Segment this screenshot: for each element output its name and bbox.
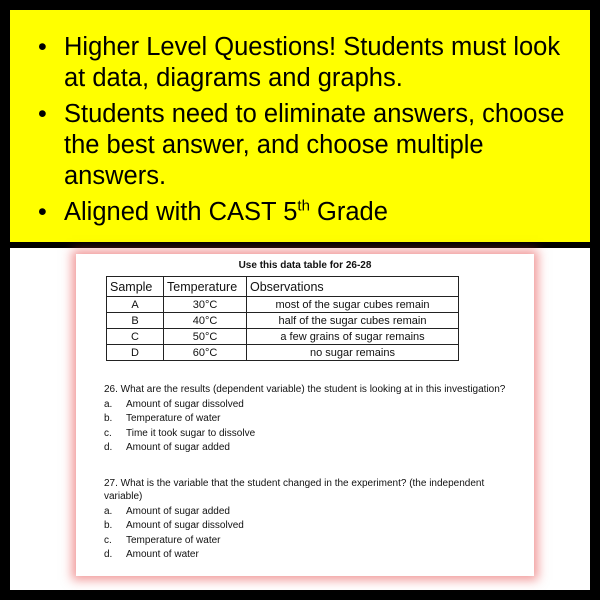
bullet-text-superscript: th [297, 197, 310, 215]
temperature-cell: 30°C [164, 297, 247, 313]
answer-option [104, 505, 514, 518]
answer-option [104, 427, 514, 440]
answer-option [104, 412, 514, 425]
bullet-dot-icon: • [38, 198, 47, 226]
table-row [107, 313, 459, 329]
temperature-cell: 50°C [164, 329, 247, 345]
option-key: d. [104, 549, 113, 560]
header-cell-sample: Sample [107, 277, 164, 297]
bullet-text-prefix: Aligned with CAST 5 [64, 198, 298, 226]
answer-option [104, 398, 514, 411]
table-row [107, 345, 459, 361]
sample-cell: C [107, 329, 164, 345]
bullet-item [38, 32, 583, 94]
answer-option [104, 548, 514, 561]
yellow-banner [10, 10, 590, 242]
bullet-item [38, 99, 583, 192]
bullet-text: Students need to eliminate answers, choose the best answer, and choose multiple answers. [64, 100, 565, 190]
bullet-text: Higher Level Questions! Students must look at data, diagrams and graphs. [64, 33, 561, 92]
question-text: 26. What are the results (dependent variable) the student is looking at in this investigation? [104, 384, 506, 395]
option-key: b. [104, 413, 113, 424]
bullet-item [38, 197, 583, 228]
question-text: 27. What is the variable that the student changed in the experiment? (the independent variable) [104, 478, 485, 502]
feature-bullet-list [38, 32, 583, 233]
observation-cell: most of the sugar cubes remain [247, 297, 459, 313]
sample-cell: D [107, 345, 164, 361]
bullet-dot-icon: • [38, 100, 47, 128]
option-key: b. [104, 520, 113, 531]
option-text: Amount of sugar added [126, 442, 230, 453]
sample-cell: B [107, 313, 164, 329]
observation-cell: a few grains of sugar remains [247, 329, 459, 345]
option-key: a. [104, 505, 113, 517]
option-key: c. [104, 534, 112, 546]
table-header-row [107, 277, 459, 297]
header-cell-observations: Observations [247, 277, 459, 297]
option-text: Amount of sugar dissolved [126, 398, 244, 410]
data-table [106, 276, 459, 361]
option-key: c. [104, 427, 112, 439]
option-key: d. [104, 442, 113, 453]
answer-option [104, 519, 514, 532]
bullet-text-suffix: Grade [309, 198, 388, 226]
table-row [107, 297, 459, 313]
observation-cell: half of the sugar cubes remain [247, 313, 459, 329]
option-text: Temperature of water [126, 534, 221, 546]
header-cell-temperature: Temperature [164, 277, 247, 297]
observation-cell: no sugar remains [247, 345, 459, 361]
sample-cell: A [107, 297, 164, 313]
temperature-cell: 40°C [164, 313, 247, 329]
question-26 [104, 383, 514, 454]
question-27 [104, 477, 514, 561]
answer-option [104, 534, 514, 547]
bullet-dot-icon: • [38, 33, 47, 61]
option-text: Amount of sugar dissolved [126, 520, 244, 531]
worksheet-preview-area [10, 248, 590, 590]
temperature-cell: 60°C [164, 345, 247, 361]
table-row [107, 329, 459, 345]
option-text: Amount of water [126, 549, 199, 560]
option-key: a. [104, 398, 113, 410]
worksheet-card [76, 254, 534, 576]
option-text: Amount of sugar added [126, 505, 230, 517]
answer-option [104, 441, 514, 454]
option-text: Temperature of water [126, 413, 221, 424]
option-text: Time it took sugar to dissolve [126, 427, 256, 439]
table-title: Use this data table for 26-28 [238, 260, 372, 271]
